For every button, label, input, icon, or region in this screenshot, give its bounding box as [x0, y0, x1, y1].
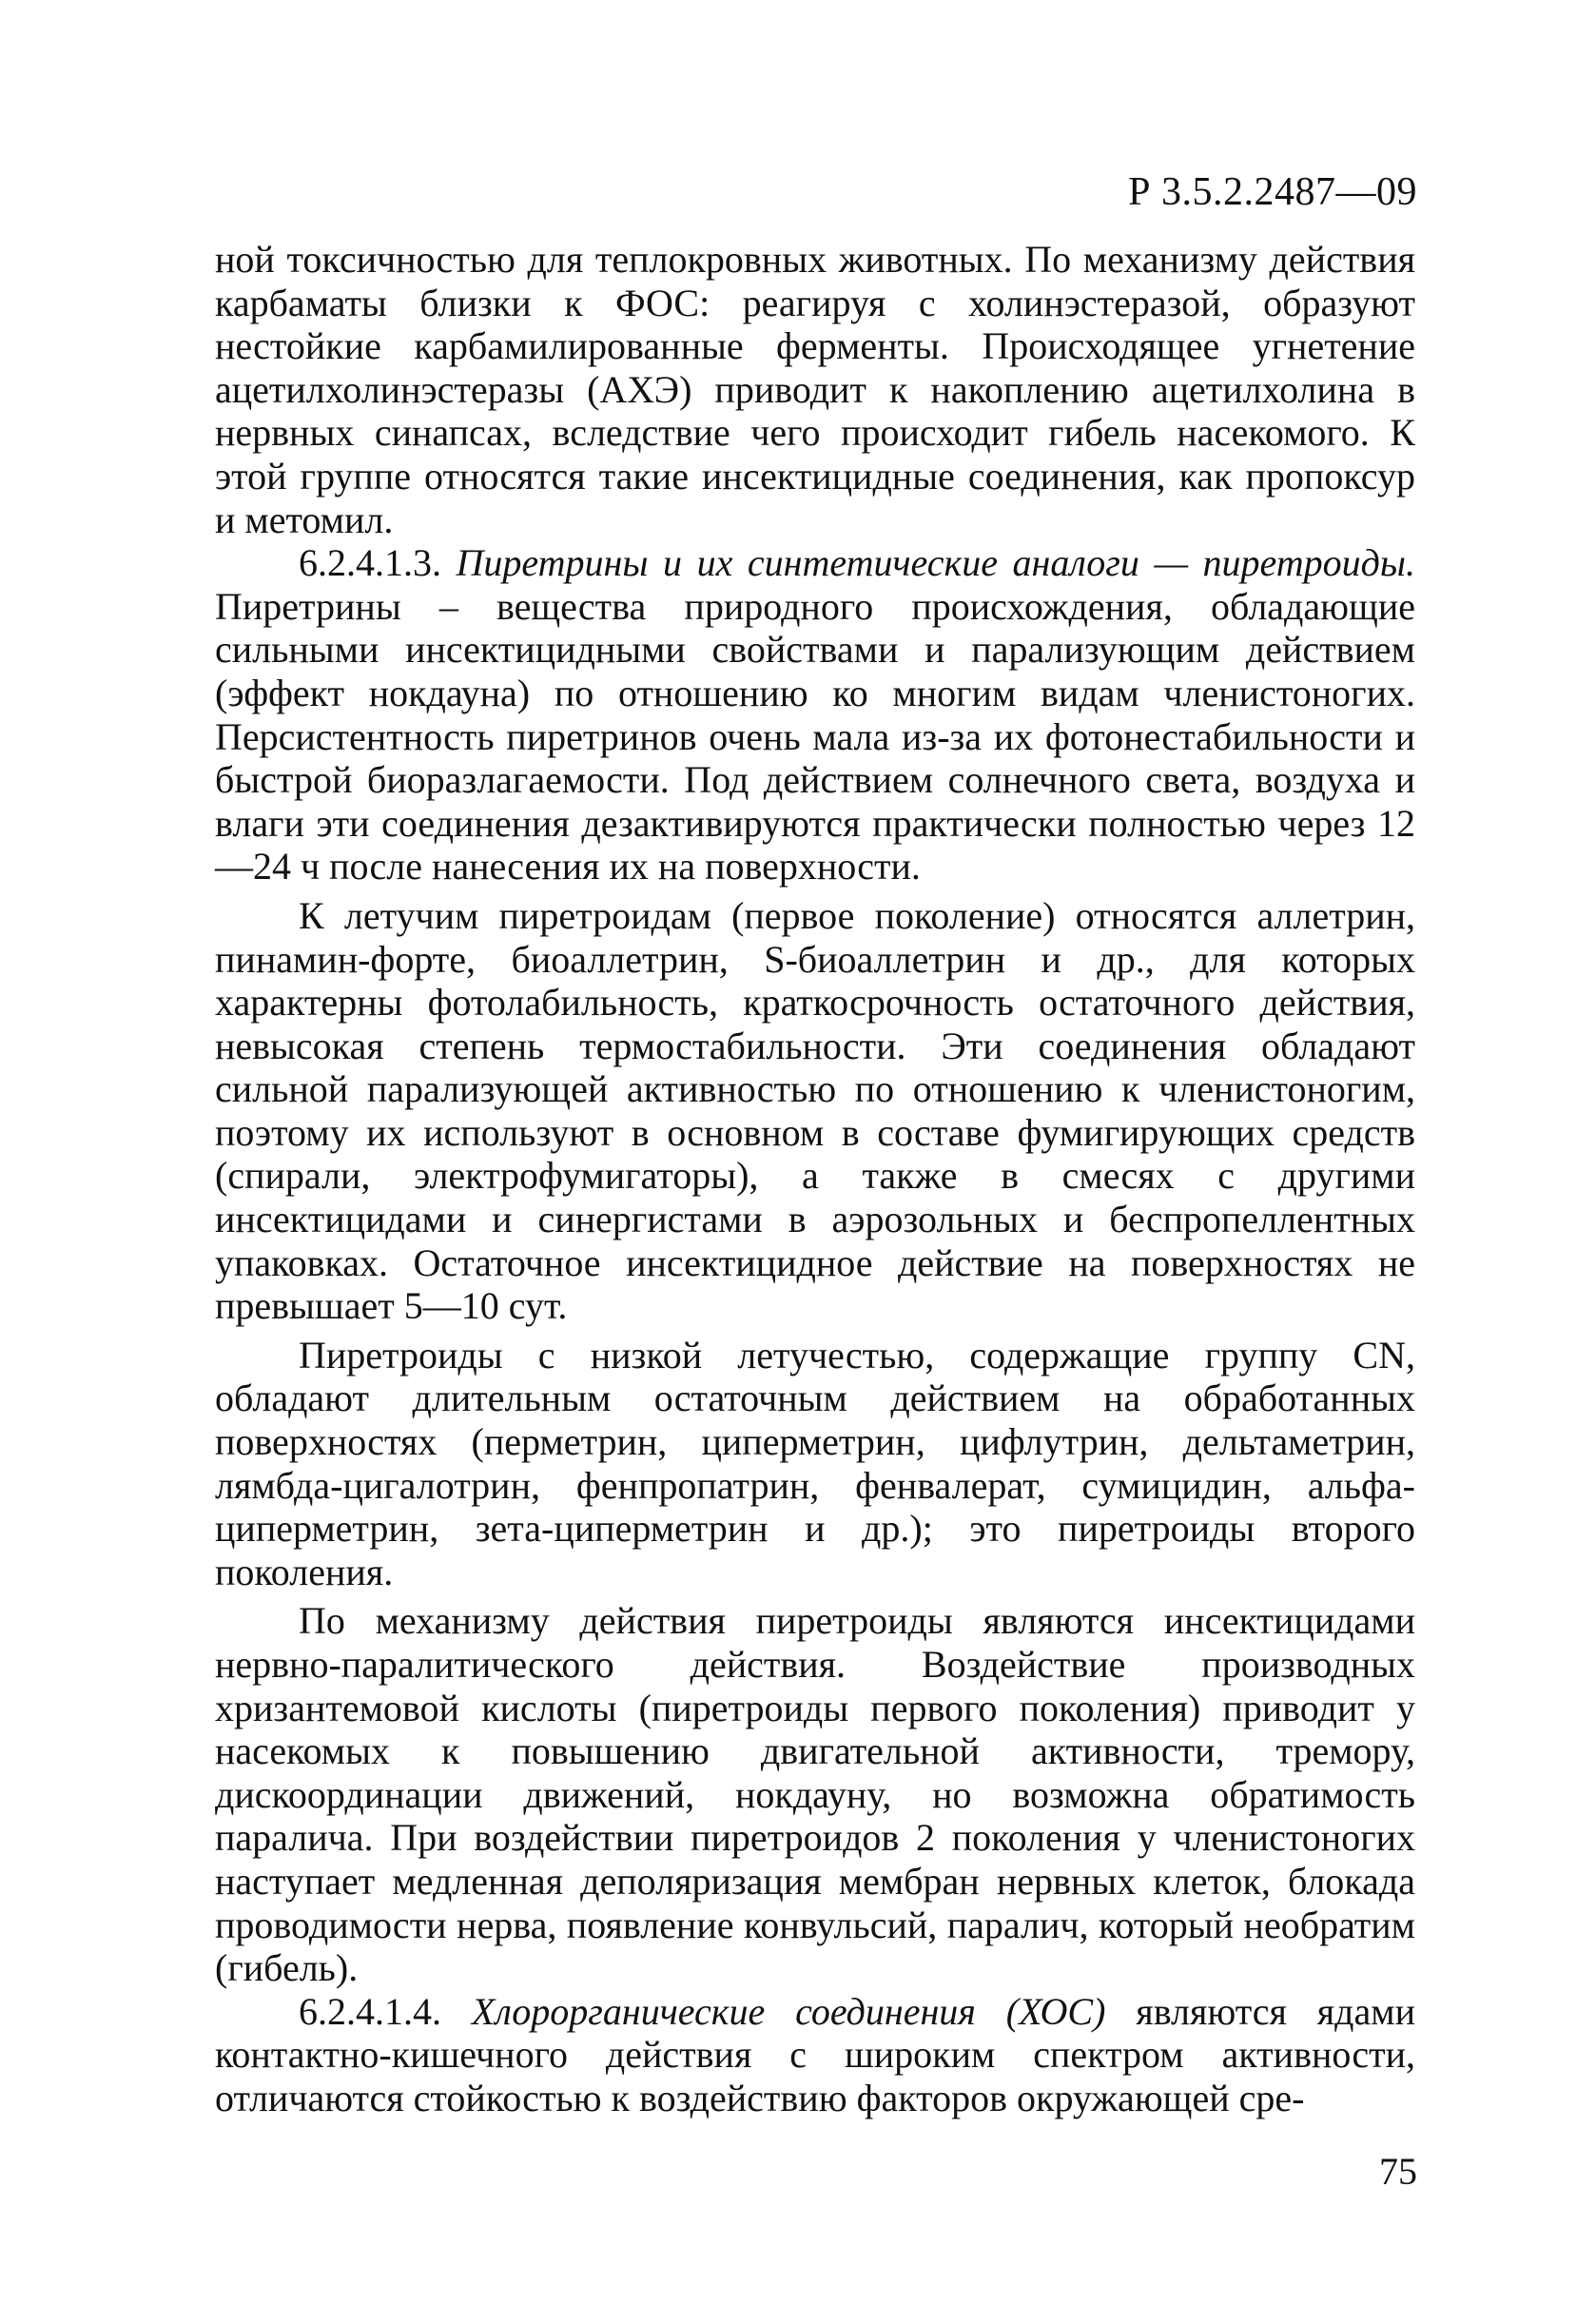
paragraph-text: Пиретроиды с низкой летучестью, содержащие группу CN, обладают длительным остаточным действием на обработанных поверхностях (перметрин, циперметрин, цифлутрин, дельтаметрин, лямбда-цигалотрин, фенпропатрин, фенвалерат, сумицидин, альфа-циперметрин, зета-циперметрин и др.); это пиретроиды второго поколения. [215, 1333, 1415, 1593]
page-number: 75 [1379, 2150, 1417, 2193]
paragraph-text: ной токсичностью для теплокровных животных. По механизму действия карбаматы близки к ФОС: реагируя с холинэстеразой, образуют нестойкие карбамилированные ферменты. Происходящее угнетение ацетилхолинэстеразы (АХЭ) приводит к накоплению ацетилхолина в нервных синапсах, вследствие чего происходит гибель насекомого. К этой группе относятся такие инсектицидные соединения, как пропоксур и метомил. [215, 238, 1415, 541]
paragraph-organochlorines [215, 1990, 1415, 2120]
section-heading: Пиретрины и их синтетические аналоги — пиретроиды. [456, 541, 1415, 585]
section-number: 6.2.4.1.4. [299, 1989, 441, 2033]
paragraph-mechanism [215, 1599, 1415, 1989]
paragraph-text: По механизму действия пиретроиды являются инсектицидами нервно-паралитического действия. Воздействие производных хризантемовой кислоты (пиретроиды первого поколения) приводит у насекомых к повышению двигательной активности, тремору, дискоординации движений, нокдауну, но возможна обратимость паралича. При воздействии пиретроидов 2 поколения у членистоногих наступает медленная деполяризация мембран нервных клеток, блокада проводимости нерва, появление конвульсий, паралич, который необратим (гибель). [215, 1599, 1415, 1990]
body-text [215, 238, 1415, 2120]
paragraph-pyrethrins [215, 541, 1415, 888]
paragraph-text: являются ядами контактно-кишечного действия с широким спектром активности, отличаются стойкостью к воздействию факторов окружающей сре- [215, 1989, 1416, 2119]
section-heading: Хлорорганические соединения (ХОС) [471, 1989, 1106, 2033]
paragraph-text: Пиретрины – вещества природного происхождения, обладающие сильными инсектицидными свойствами и парализующим действием (эффект нокдауна) по отношению ко многим видам членистоногих. Персистентность пиретринов очень мала из-за их фотонестабильности и быстрой биоразлагаемости. Под действием солнечного света, воздуха и влаги эти соединения дезактивируются практически полностью через 12—24 ч после нанесения их на поверхности. [215, 584, 1415, 888]
document-code: Р 3.5.2.2487—09 [1128, 170, 1417, 214]
paragraph-text: К летучим пиретроидам (первое поколение) относятся аллетрин, пинамин-форте, биоаллетрин, S-биоаллетрин и др., для которых характерны фотолабильность, краткосрочность остаточного действия, невысокая степень термостабильности. Эти соединения обладают сильной парализующей активностью по отношению к членистоногим, поэтому их используют в основном в составе фумигирующих средств (спирали, электрофумигаторы), а также в смесях с другими инсектицидами и синергистами в аэрозольных и беспропеллентных упаковках. Остаточное инсектицидное действие на поверхностях не превышает 5—10 сут. [215, 893, 1415, 1328]
paragraph-volatile-pyrethroids [215, 894, 1415, 1328]
paragraph-carbamates-end [215, 238, 1415, 541]
paragraph-low-volatility-pyrethroids [215, 1334, 1415, 1594]
section-number: 6.2.4.1.3. [299, 541, 441, 585]
